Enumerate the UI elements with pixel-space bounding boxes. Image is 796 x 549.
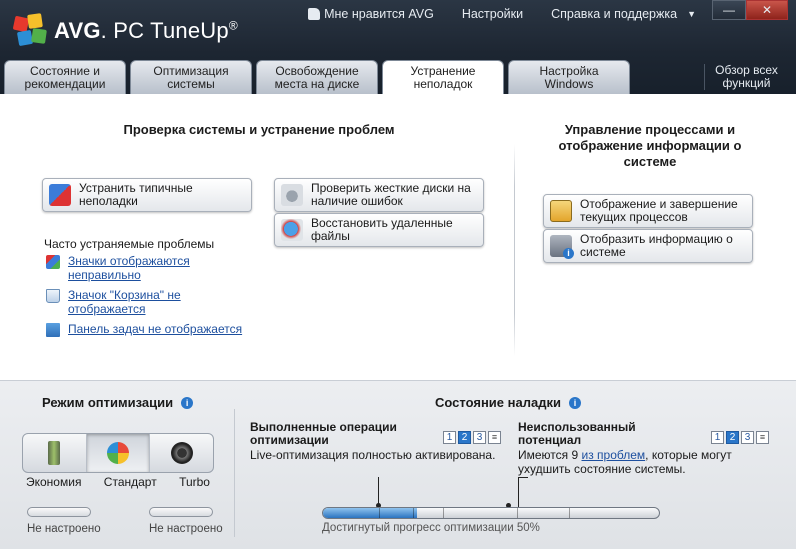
list-icon[interactable]: ≡ [488, 431, 501, 444]
mode-standard[interactable] [87, 434, 151, 472]
problems-link[interactable]: из проблем [581, 448, 646, 462]
tuneup-status-label: Состояние наладки [435, 395, 561, 410]
tab-optimization[interactable]: Оптимизация системы [130, 60, 252, 94]
unused-pager [711, 431, 769, 444]
avg-logo-icon [14, 14, 48, 48]
help-label: Справка и поддержка [551, 7, 678, 21]
faq-link-icons[interactable]: Значки отображаются неправильно [68, 254, 190, 282]
system-info-label: Отобразить информацию о системе [580, 232, 733, 259]
minimize-button[interactable]: — [712, 0, 746, 20]
mode-labels [26, 475, 210, 489]
shapes-icon [46, 255, 60, 269]
turbo-mode-slot[interactable] [149, 507, 213, 517]
battery-icon [48, 441, 60, 465]
bottom-divider [234, 409, 235, 537]
page-3[interactable]: 3 [741, 431, 754, 444]
list-icon[interactable]: ≡ [756, 431, 769, 444]
mode-economy-label: Экономия [26, 475, 82, 489]
page-2[interactable]: 2 [458, 431, 471, 444]
like-avg-link[interactable] [308, 7, 434, 21]
windows-logo-icon [107, 442, 129, 464]
mode-turbo-label: Turbo [179, 475, 210, 489]
faq-link-taskbar[interactable]: Панель задач не отображается [68, 322, 243, 336]
repair-icon [49, 184, 71, 206]
page-1[interactable]: 1 [711, 431, 724, 444]
faq-item-taskbar[interactable] [46, 322, 242, 337]
check-disks-button[interactable] [274, 178, 484, 212]
restore-files-icon [281, 219, 303, 241]
chevron-down-icon: ▼ [687, 9, 696, 19]
settings-link[interactable] [462, 7, 523, 21]
completed-operations-text: Live-оптимизация полностью активирована. [250, 448, 496, 462]
mode-economy[interactable] [23, 434, 87, 472]
check-disks-label: Проверить жесткие диски на наличие ошибок [311, 181, 471, 208]
optimization-mode-switch [22, 433, 214, 473]
tab-windows-settings[interactable]: Настройка Windows [508, 60, 630, 94]
show-processes-button[interactable] [543, 194, 753, 228]
help-menu[interactable] [551, 7, 696, 21]
tab-all-functions[interactable]: Обзор всех функций [704, 64, 788, 90]
page-1[interactable]: 1 [443, 431, 456, 444]
restore-files-button[interactable] [274, 213, 484, 247]
title-bar [0, 0, 796, 96]
fix-common-problems-label: Устранить типичные неполадки [79, 181, 193, 208]
process-management-title: Управление процессами и отображение информации о системе [558, 122, 742, 169]
tuneup-status-title [435, 395, 581, 410]
turbo-status: Не настроено [149, 523, 223, 535]
completed-operations-title: Выполненные операции оптимизации [250, 420, 397, 447]
optimization-progress-bar [322, 507, 660, 519]
thumbs-up-icon [308, 8, 320, 20]
top-navigation [308, 7, 696, 21]
faq-item-recycle-bin[interactable] [46, 288, 181, 316]
like-avg-label: Мне нравится AVG [324, 7, 434, 21]
faq-item-icons[interactable] [46, 254, 190, 282]
tab-troubleshooting[interactable]: Устранение неполадок [382, 60, 504, 96]
unused-connector [518, 477, 519, 507]
frequent-problems-title: Часто устраняемые проблемы [44, 237, 215, 251]
unused-potential-title: Неиспользованный потенциал [518, 420, 636, 447]
main-tabs [4, 60, 630, 96]
taskbar-icon [46, 323, 60, 337]
section-divider [514, 144, 515, 356]
disk-check-icon [281, 184, 303, 206]
show-processes-label: Отображение и завершение текущих процессов [580, 197, 738, 224]
faq-link-recycle-bin[interactable]: Значок "Корзина" не отображается [68, 288, 181, 316]
page-3[interactable]: 3 [473, 431, 486, 444]
economy-status: Не настроено [27, 523, 101, 535]
status-panel [0, 380, 796, 549]
speedometer-icon [171, 442, 193, 464]
info-icon[interactable]: i [181, 397, 193, 409]
tab-free-space[interactable]: Освобождение места на диске [256, 60, 378, 94]
system-info-icon [550, 235, 572, 257]
close-button[interactable]: ✕ [746, 0, 788, 20]
restore-files-label: Восстановить удаленные файлы [311, 216, 453, 243]
settings-label: Настройки [461, 7, 524, 21]
economy-mode-slot[interactable] [27, 507, 91, 517]
info-icon[interactable]: i [569, 397, 581, 409]
progress-fill [323, 508, 417, 518]
app-title: AVG. PC TuneUp® [54, 18, 238, 43]
page-2[interactable]: 2 [726, 431, 739, 444]
optimization-mode-label: Режим оптимизации [42, 395, 174, 410]
process-list-icon [550, 200, 572, 222]
window-controls [712, 0, 788, 20]
fix-common-problems-button[interactable] [42, 178, 252, 212]
unused-potential-text: Имеются 9 из проблем, которые могут ухудшить состояние системы. [518, 448, 732, 476]
system-check-title: Проверка системы и устранение проблем [123, 122, 395, 137]
mode-standard-label: Стандарт [103, 475, 157, 489]
unused-connector-h [518, 477, 528, 478]
mode-turbo[interactable] [150, 434, 213, 472]
progress-label: Достигнутый прогресс оптимизации 50% [322, 522, 540, 534]
optimization-mode-title [42, 395, 193, 410]
completed-pager [443, 431, 501, 444]
tab-status[interactable]: Состояние и рекомендации [4, 60, 126, 94]
troubleshooting-panel [0, 94, 796, 380]
app-logo [14, 14, 238, 48]
recycle-bin-icon [46, 289, 60, 303]
system-info-button[interactable] [543, 229, 753, 263]
